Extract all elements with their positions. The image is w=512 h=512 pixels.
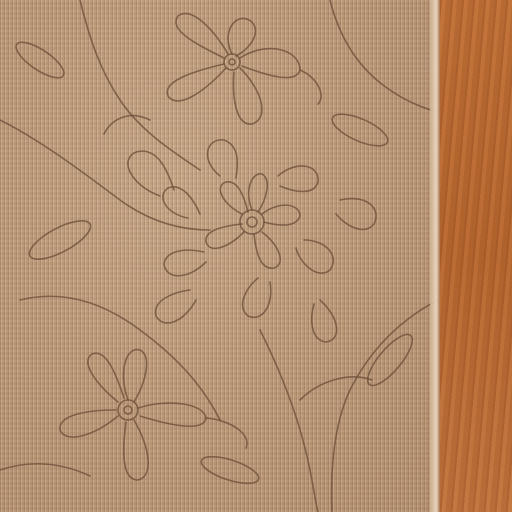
top-flower (167, 14, 321, 124)
bottom-flower (60, 350, 247, 480)
wood-surface (440, 0, 512, 512)
center-flower (128, 140, 376, 342)
